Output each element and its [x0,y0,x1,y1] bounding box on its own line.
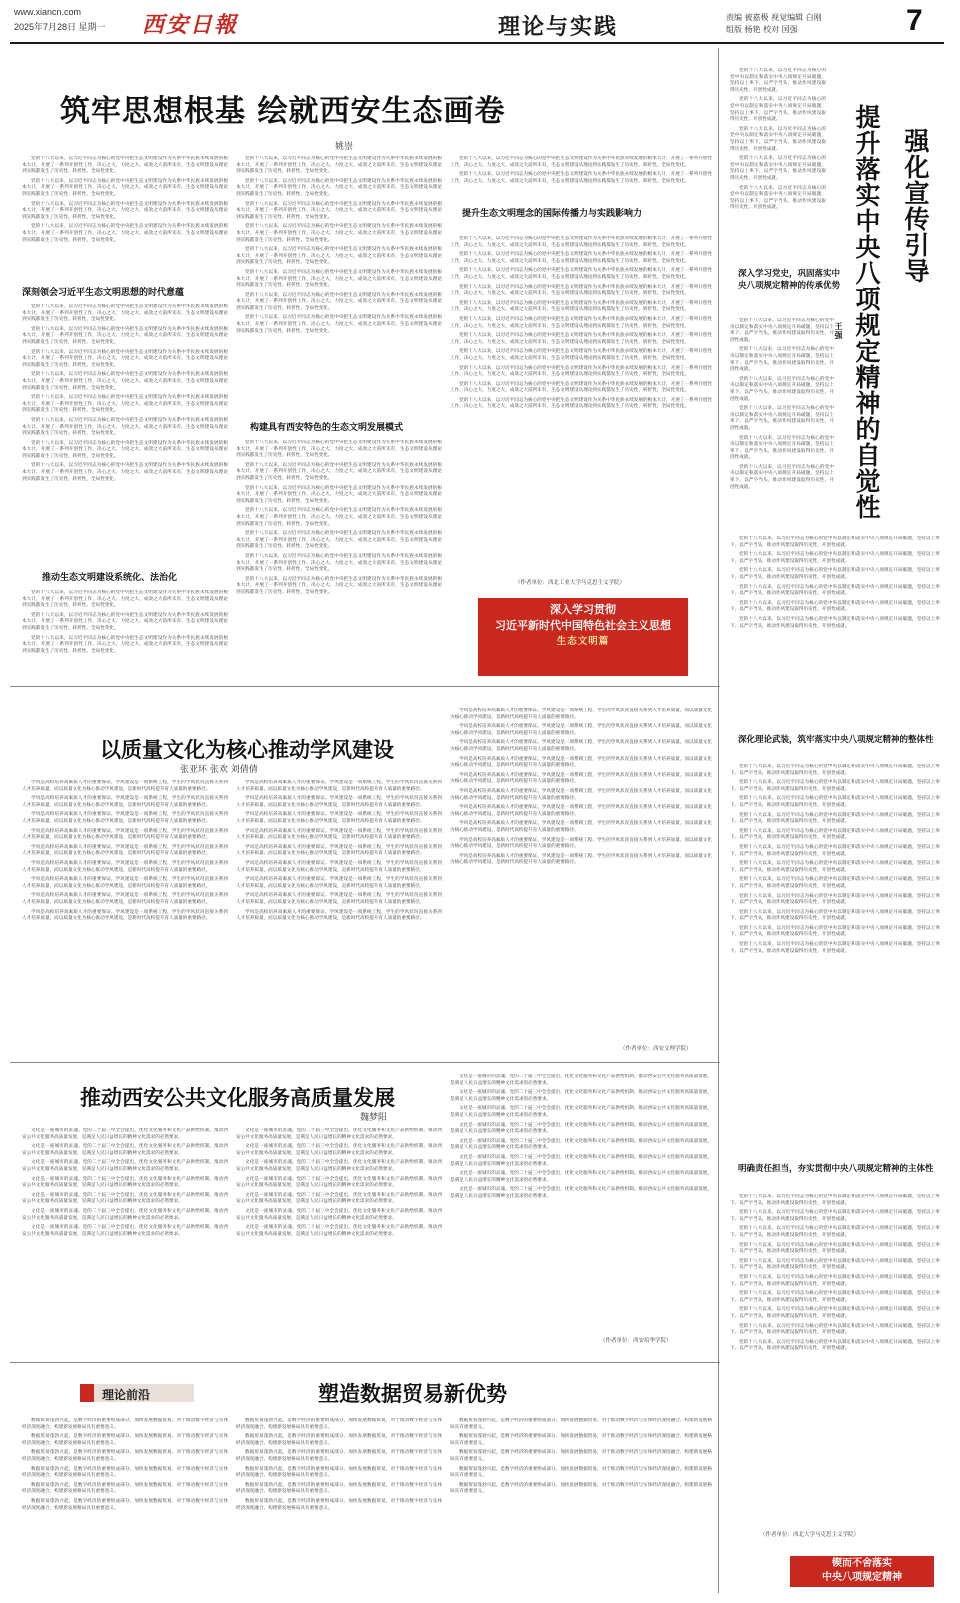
article1-subheading-4: 提升生态文明理念的国际传播力与实践影响力 [462,209,643,219]
article-right-col-a: 党的十八大以来，以习近平同志为核心的党中央以制定和落实中央八项规定开局破题，坚持以上率下、以严字当头，推动作风建设取得历史性、开创性成就。 党的十八大以来，以习近平同志为核心的党中央以制定和落实中央八项规定开局破题，坚持以上率下、以严字当头，推动作风建设取得历史性、开创性成就。 党的十八大以来，以习近平同志为核心的党中央以制定和落实中央八项规定开局破题，坚持以上率下、以严字当头，推动作风建设取得历史性、开创性成就。 党的十八大以来，以习近平同志为核心的党中央以制定和落实中央八项规定开局破题，坚持以上率下、以严字当头，推动作风建设取得历史性、开创性成就。 党的十八大以来，以习近平同志为核心的党中央以制定和落实中央八项规定开局破题，坚持以上率下、以严字当头，推动作风建设取得历史性、开创性成就。 党的十八大以来，以习近平同志为核心的党中央以制定和落实中央八项规定开局破题，坚持以上率下、以严字当头，推动作风建设取得历史性、开创性成就。 [730,318,834,490]
article2-col2: 学风是高校培养高素质人才的重要保证。学风建设是一项系统工程，学生的学风状况直接关系到人才培养质量，而以质量文化为核心推动学风建设，是新时代高校提升育人质量的重要路径。 学风是高校培养高素质人才的重要保证。学风建设是一项系统工程，学生的学风状况直接关系到人才培养质量，而以质量文化为核心推动学风建设，是新时代高校提升育人质量的重要路径。 学风是高校培养高素质人才的重要保证。学风建设是一项系统工程，学生的学风状况直接关系到人才培养质量，而以质量文化为核心推动学风建设，是新时代高校提升育人质量的重要路径。 学风是高校培养高素质人才的重要保证。学风建设是一项系统工程，学生的学风状况直接关系到人才培养质量，而以质量文化为核心推动学风建设，是新时代高校提升育人质量的重要路径。 学风是高校培养高素质人才的重要保证。学风建设是一项系统工程，学生的学风状况直接关系到人才培养质量，而以质量文化为核心推动学风建设，是新时代高校提升育人质量的重要路径。 学风是高校培养高素质人才的重要保证。学风建设是一项系统工程，学生的学风状况直接关系到人才培养质量，而以质量文化为核心推动学风建设，是新时代高校提升育人质量的重要路径。 学风是高校培养高素质人才的重要保证。学风建设是一项系统工程，学生的学风状况直接关系到人才培养质量，而以质量文化为核心推动学风建设，是新时代高校提升育人质量的重要路径。 学风是高校培养高素质人才的重要保证。学风建设是一项系统工程，学生的学风状况直接关系到人才培养质量，而以质量文化为核心推动学风建设，是新时代高校提升育人质量的重要路径。 学风是高校培养高素质人才的重要保证。学风建设是一项系统工程，学生的学风状况直接关系到人才培养质量，而以质量文化为核心推动学风建设，是新时代高校提升育人质量的重要路径。 [236,780,442,922]
frontier-tag: 理论前沿 [102,1388,151,1402]
article-right-subheading-1: 深入学习党史，巩固落实中央八项规定精神的传承优势 [738,269,841,291]
divider-3 [10,1362,720,1363]
article2-author-note: （作者单位：西安文理学院） [620,1046,692,1052]
article3-byline: 魏梦阳 [360,1113,388,1123]
stamp-line-2: 中央八项规定精神 [822,1572,902,1583]
article1-col2a: 党的十八大以来，以习近平同志为核心的党中央把生态文明建设作为关系中华民族永续发展的根本大计，开展了一系列开创性工作，决心之大、力度之大、成效之大前所未有，生态文明建设从理论到实践都发生了历史性、转折性、全局性变化。 党的十八大以来，以习近平同志为核心的党中央把生态文明建设作为关系中华民族永续发展的根本大计，开展了一系列开创性工作，决心之大、力度之大、成效之大前所未有，生态文明建设从理论到实践都发生了历史性、转折性、全局性变化。 党的十八大以来，以习近平同志为核心的党中央把生态文明建设作为关系中华民族永续发展的根本大计，开展了一系列开创性工作，决心之大、力度之大、成效之大前所未有，生态文明建设从理论到实践都发生了历史性、转折性、全局性变化。 党的十八大以来，以习近平同志为核心的党中央把生态文明建设作为关系中华民族永续发展的根本大计，开展了一系列开创性工作，决心之大、力度之大、成效之大前所未有，生态文明建设从理论到实践都发生了历史性、转折性、全局性变化。 党的十八大以来，以习近平同志为核心的党中央把生态文明建设作为关系中华民族永续发展的根本大计，开展了一系列开创性工作，决心之大、力度之大、成效之大前所未有，生态文明建设从理论到实践都发生了历史性、转折性、全局性变化。 党的十八大以来，以习近平同志为核心的党中央把生态文明建设作为关系中华民族永续发展的根本大计，开展了一系列开创性工作，决心之大、力度之大、成效之大前所未有，生态文明建设从理论到实践都发生了历史性、转折性、全局性变化。 党的十八大以来，以习近平同志为核心的党中央把生态文明建设作为关系中华民族永续发展的根本大计，开展了一系列开创性工作，决心之大、力度之大、成效之大前所未有，生态文明建设从理论到实践都发生了历史性、转折性、全局性变化。 党的十八大以来，以习近平同志为核心的党中央把生态文明建设作为关系中华民族永续发展的根本大计，开展了一系列开创性工作，决心之大、力度之大、成效之大前所未有，生态文明建设从理论到实践都发生了历史性、转折性、全局性变化。 [236,156,442,334]
article-right-intro: 党的十八大以来，以习近平同志为核心的党中央以制定和落实中央八项规定开局破题，坚持以上率下、以严字当头，推动作风建设取得历史性、开创性成就。 党的十八大以来，以习近平同志为核心的党中央以制定和落实中央八项规定开局破题，坚持以上率下、以严字当头，推动作风建设取得历史性、开创性成就。 党的十八大以来，以习近平同志为核心的党中央以制定和落实中央八项规定开局破题，坚持以上率下、以严字当头，推动作风建设取得历史性、开创性成就。 党的十八大以来，以习近平同志为核心的党中央以制定和落实中央八项规定开局破题，坚持以上率下、以严字当头，推动作风建设取得历史性、开创性成就。 党的十八大以来，以习近平同志为核心的党中央以制定和落实中央八项规定开局破题，坚持以上率下、以严字当头，推动作风建设取得历史性、开创性成就。 [730,68,826,211]
masthead-logo: 西安日報 [142,12,239,38]
article2-byline: 张亚环 张欢 刘倩倩 [180,765,258,775]
article3-author-note: （作者单位：西安培华学院） [600,1338,672,1344]
header-rule [10,42,944,44]
article1-col1a: 党的十八大以来，以习近平同志为核心的党中央把生态文明建设作为关系中华民族永续发展的根本大计，开展了一系列开创性工作，决心之大、力度之大、成效之大前所未有，生态文明建设从理论到实践都发生了历史性、转折性、全局性变化。 党的十八大以来，以习近平同志为核心的党中央把生态文明建设作为关系中华民族永续发展的根本大计，开展了一系列开创性工作，决心之大、力度之大、成效之大前所未有，生态文明建设从理论到实践都发生了历史性、转折性、全局性变化。 党的十八大以来，以习近平同志为核心的党中央把生态文明建设作为关系中华民族永续发展的根本大计，开展了一系列开创性工作，决心之大、力度之大、成效之大前所未有，生态文明建设从理论到实践都发生了历史性、转折性、全局性变化。 党的十八大以来，以习近平同志为核心的党中央把生态文明建设作为关系中华民族永续发展的根本大计，开展了一系列开创性工作，决心之大、力度之大、成效之大前所未有，生态文明建设从理论到实践都发生了历史性、转折性、全局性变化。 [22,156,228,243]
article-right-author: 王强 [834,322,843,340]
promo-line-1: 深入学习贯彻 [550,603,616,616]
article1-subheading-1: 深刻领会习近平生态文明思想的时代意蕴 [22,288,185,298]
promo-line-2: 习近平新时代中国特色社会主义思想 [495,619,671,632]
article-right-col-c: 党的十八大以来，以习近平同志为核心的党中央以制定和落实中央八项规定开局破题，坚持以上率下、以严字当头，推动作风建设取得历史性、开创性成就。 党的十八大以来，以习近平同志为核心的党中央以制定和落实中央八项规定开局破题，坚持以上率下、以严字当头，推动作风建设取得历史性、开创性成就。 党的十八大以来，以习近平同志为核心的党中央以制定和落实中央八项规定开局破题，坚持以上率下、以严字当头，推动作风建设取得历史性、开创性成就。 党的十八大以来，以习近平同志为核心的党中央以制定和落实中央八项规定开局破题，坚持以上率下、以严字当头，推动作风建设取得历史性、开创性成就。 党的十八大以来，以习近平同志为核心的党中央以制定和落实中央八项规定开局破题，坚持以上率下、以严字当头，推动作风建设取得历史性、开创性成就。 党的十八大以来，以习近平同志为核心的党中央以制定和落实中央八项规定开局破题，坚持以上率下、以严字当头，推动作风建设取得历史性、开创性成就。 党的十八大以来，以习近平同志为核心的党中央以制定和落实中央八项规定开局破题，坚持以上率下、以严字当头，推动作风建设取得历史性、开创性成就。 党的十八大以来，以习近平同志为核心的党中央以制定和落实中央八项规定开局破题，坚持以上率下、以严字当头，推动作风建设取得历史性、开创性成就。 党的十八大以来，以习近平同志为核心的党中央以制定和落实中央八项规定开局破题，坚持以上率下、以严字当头，推动作风建设取得历史性、开创性成就。 党的十八大以来，以习近平同志为核心的党中央以制定和落实中央八项规定开局破题，坚持以上率下、以严字当头，推动作风建设取得历史性、开创性成就。 党的十八大以来，以习近平同志为核心的党中央以制定和落实中央八项规定开局破题，坚持以上率下、以严字当头，推动作风建设取得历史性、开创性成就。 党的十八大以来，以习近平同志为核心的党中央以制定和落实中央八项规定开局破题，坚持以上率下、以严字当头，推动作风建设取得历史性、开创性成就。 [730,764,940,954]
article2-col3: 学风是高校培养高素质人才的重要保证。学风建设是一项系统工程，学生的学风状况直接关系到人才培养质量，而以质量文化为核心推动学风建设，是新时代高校提升育人质量的重要路径。 学风是高校培养高素质人才的重要保证。学风建设是一项系统工程，学生的学风状况直接关系到人才培养质量，而以质量文化为核心推动学风建设，是新时代高校提升育人质量的重要路径。 学风是高校培养高素质人才的重要保证。学风建设是一项系统工程，学生的学风状况直接关系到人才培养质量，而以质量文化为核心推动学风建设，是新时代高校提升育人质量的重要路径。 学风是高校培养高素质人才的重要保证。学风建设是一项系统工程，学生的学风状况直接关系到人才培养质量，而以质量文化为核心推动学风建设，是新时代高校提升育人质量的重要路径。 学风是高校培养高素质人才的重要保证。学风建设是一项系统工程，学生的学风状况直接关系到人才培养质量，而以质量文化为核心推动学风建设，是新时代高校提升育人质量的重要路径。 学风是高校培养高素质人才的重要保证。学风建设是一项系统工程，学生的学风状况直接关系到人才培养质量，而以质量文化为核心推动学风建设，是新时代高校提升育人质量的重要路径。 学风是高校培养高素质人才的重要保证。学风建设是一项系统工程，学生的学风状况直接关系到人才培养质量，而以质量文化为核心推动学风建设，是新时代高校提升育人质量的重要路径。 学风是高校培养高素质人才的重要保证。学风建设是一项系统工程，学生的学风状况直接关系到人才培养质量，而以质量文化为核心推动学风建设，是新时代高校提升育人质量的重要路径。 学风是高校培养高素质人才的重要保证。学风建设是一项系统工程，学生的学风状况直接关系到人才培养质量，而以质量文化为核心推动学风建设，是新时代高校提升育人质量的重要路径。 学风是高校培养高素质人才的重要保证。学风建设是一项系统工程，学生的学风状况直接关系到人才培养质量，而以质量文化为核心推动学风建设，是新时代高校提升育人质量的重要路径。 [450,708,712,866]
article2-title: 以质量文化为核心推动学风建设 [100,738,394,762]
page-number: 7 [906,4,923,37]
article1-col3a: 党的十八大以来，以习近平同志为核心的党中央把生态文明建设作为关系中华民族永续发展的根本大计，开展了一系列开创性工作，决心之大、力度之大、成效之大前所未有，生态文明建设从理论到实践都发生了历史性、转折性、全局性变化。 党的十八大以来，以习近平同志为核心的党中央把生态文明建设作为关系中华民族永续发展的根本大计，开展了一系列开创性工作，决心之大、力度之大、成效之大前所未有，生态文明建设从理论到实践都发生了历史性、转折性、全局性变化。 [450,156,712,184]
divider-1 [10,686,720,687]
article-right-col-b: 党的十八大以来，以习近平同志为核心的党中央以制定和落实中央八项规定开局破题，坚持以上率下、以严字当头，推动作风建设取得历史性、开创性成就。 党的十八大以来，以习近平同志为核心的党中央以制定和落实中央八项规定开局破题，坚持以上率下、以严字当头，推动作风建设取得历史性、开创性成就。 党的十八大以来，以习近平同志为核心的党中央以制定和落实中央八项规定开局破题，坚持以上率下、以严字当头，推动作风建设取得历史性、开创性成就。 党的十八大以来，以习近平同志为核心的党中央以制定和落实中央八项规定开局破题，坚持以上率下、以严字当头，推动作风建设取得历史性、开创性成就。 党的十八大以来，以习近平同志为核心的党中央以制定和落实中央八项规定开局破题，坚持以上率下、以严字当头，推动作风建设取得历史性、开创性成就。 党的十八大以来，以习近平同志为核心的党中央以制定和落实中央八项规定开局破题，坚持以上率下、以严字当头，推动作风建设取得历史性、开创性成就。 [730,536,940,629]
site-url: www.xiancn.com [14,7,82,17]
article1-subheading-2: 推动生态文明建设系统化、法治化 [42,573,178,583]
article2-col1: 学风是高校培养高素质人才的重要保证。学风建设是一项系统工程，学生的学风状况直接关系到人才培养质量，而以质量文化为核心推动学风建设，是新时代高校提升育人质量的重要路径。 学风是高校培养高素质人才的重要保证。学风建设是一项系统工程，学生的学风状况直接关系到人才培养质量，而以质量文化为核心推动学风建设，是新时代高校提升育人质量的重要路径。 学风是高校培养高素质人才的重要保证。学风建设是一项系统工程，学生的学风状况直接关系到人才培养质量，而以质量文化为核心推动学风建设，是新时代高校提升育人质量的重要路径。 学风是高校培养高素质人才的重要保证。学风建设是一项系统工程，学生的学风状况直接关系到人才培养质量，而以质量文化为核心推动学风建设，是新时代高校提升育人质量的重要路径。 学风是高校培养高素质人才的重要保证。学风建设是一项系统工程，学生的学风状况直接关系到人才培养质量，而以质量文化为核心推动学风建设，是新时代高校提升育人质量的重要路径。 学风是高校培养高素质人才的重要保证。学风建设是一项系统工程，学生的学风状况直接关系到人才培养质量，而以质量文化为核心推动学风建设，是新时代高校提升育人质量的重要路径。 学风是高校培养高素质人才的重要保证。学风建设是一项系统工程，学生的学风状况直接关系到人才培养质量，而以质量文化为核心推动学风建设，是新时代高校提升育人质量的重要路径。 学风是高校培养高素质人才的重要保证。学风建设是一项系统工程，学生的学风状况直接关系到人才培养质量，而以质量文化为核心推动学风建设，是新时代高校提升育人质量的重要路径。 学风是高校培养高素质人才的重要保证。学风建设是一项系统工程，学生的学风状况直接关系到人才培养质量，而以质量文化为核心推动学风建设，是新时代高校提升育人质量的重要路径。 [22,780,228,922]
promo-line-3: 生态文明篇 [556,636,610,647]
article-right-title-2: 强化宣传引导 [901,128,930,284]
article1-author-note: （作者单位：西北工业大学马克思主义学院） [515,580,626,586]
article4-col1: 数据贸易蓬勃兴起，是数字经济的重要组成部分。加快发展数据贸易，对于推动数字经济与实体经济深度融合、构建新发展格局具有重要意义。 数据贸易蓬勃兴起，是数字经济的重要组成部分。加快发展数据贸易，对于推动数字经济与实体经济深度融合、构建新发展格局具有重要意义。 数据贸易蓬勃兴起，是数字经济的重要组成部分。加快发展数据贸易，对于推动数字经济与实体经济深度融合、构建新发展格局具有重要意义。 数据贸易蓬勃兴起，是数字经济的重要组成部分。加快发展数据贸易，对于推动数字经济与实体经济深度融合、构建新发展格局具有重要意义。 数据贸易蓬勃兴起，是数字经济的重要组成部分。加快发展数据贸易，对于推动数字经济与实体经济深度融合、构建新发展格局具有重要意义。 数据贸易蓬勃兴起，是数字经济的重要组成部分。加快发展数据贸易，对于推动数字经济与实体经济深度融合、构建新发展格局具有重要意义。 [22,1418,228,1511]
article1-col3b: 党的十八大以来，以习近平同志为核心的党中央把生态文明建设作为关系中华民族永续发展的根本大计，开展了一系列开创性工作，决心之大、力度之大、成效之大前所未有，生态文明建设从理论到实践都发生了历史性、转折性、全局性变化。 党的十八大以来，以习近平同志为核心的党中央把生态文明建设作为关系中华民族永续发展的根本大计，开展了一系列开创性工作，决心之大、力度之大、成效之大前所未有，生态文明建设从理论到实践都发生了历史性、转折性、全局性变化。 党的十八大以来，以习近平同志为核心的党中央把生态文明建设作为关系中华民族永续发展的根本大计，开展了一系列开创性工作，决心之大、力度之大、成效之大前所未有，生态文明建设从理论到实践都发生了历史性、转折性、全局性变化。 党的十八大以来，以习近平同志为核心的党中央把生态文明建设作为关系中华民族永续发展的根本大计，开展了一系列开创性工作，决心之大、力度之大、成效之大前所未有，生态文明建设从理论到实践都发生了历史性、转折性、全局性变化。 党的十八大以来，以习近平同志为核心的党中央把生态文明建设作为关系中华民族永续发展的根本大计，开展了一系列开创性工作，决心之大、力度之大、成效之大前所未有，生态文明建设从理论到实践都发生了历史性、转折性、全局性变化。 党的十八大以来，以习近平同志为核心的党中央把生态文明建设作为关系中华民族永续发展的根本大计，开展了一系列开创性工作，决心之大、力度之大、成效之大前所未有，生态文明建设从理论到实践都发生了历史性、转折性、全局性变化。 党的十八大以来，以习近平同志为核心的党中央把生态文明建设作为关系中华民族永续发展的根本大计，开展了一系列开创性工作，决心之大、力度之大、成效之大前所未有，生态文明建设从理论到实践都发生了历史性、转折性、全局性变化。 党的十八大以来，以习近平同志为核心的党中央把生态文明建设作为关系中华民族永续发展的根本大计，开展了一系列开创性工作，决心之大、力度之大、成效之大前所未有，生态文明建设从理论到实践都发生了历史性、转折性、全局性变化。 党的十八大以来，以习近平同志为核心的党中央把生态文明建设作为关系中华民族永续发展的根本大计，开展了一系列开创性工作，决心之大、力度之大、成效之大前所未有，生态文明建设从理论到实践都发生了历史性、转折性、全局性变化。 党的十八大以来，以习近平同志为核心的党中央把生态文明建设作为关系中华民族永续发展的根本大计，开展了一系列开创性工作，决心之大、力度之大、成效之大前所未有，生态文明建设从理论到实践都发生了历史性、转折性、全局性变化。 党的十八大以来，以习近平同志为核心的党中央把生态文明建设作为关系中华民族永续发展的根本大计，开展了一系列开创性工作，决心之大、力度之大、成效之大前所未有，生态文明建设从理论到实践都发生了历史性、转折性、全局性变化。 [450,236,712,410]
section-title: 理论与实践 [498,15,619,40]
frontier-tag-box [80,1384,194,1402]
article-right-author-note: （作者单位：西北大学马克思主义学院） [760,1532,860,1538]
staff-credits-2: 组版 杨艳 校对 国强 [726,25,798,34]
campaign-stamp [790,1556,934,1587]
promo-banner [478,598,688,676]
article3-title: 推动西安公共文化服务高质量发展 [80,1086,395,1110]
article-right-subheading-2: 深化理论武装，筑牢落实中央八项规定精神的整体性 [738,735,934,745]
article4-title: 塑造数据贸易新优势 [318,1382,507,1406]
article4-col2: 数据贸易蓬勃兴起，是数字经济的重要组成部分。加快发展数据贸易，对于推动数字经济与实体经济深度融合、构建新发展格局具有重要意义。 数据贸易蓬勃兴起，是数字经济的重要组成部分。加快发展数据贸易，对于推动数字经济与实体经济深度融合、构建新发展格局具有重要意义。 数据贸易蓬勃兴起，是数字经济的重要组成部分。加快发展数据贸易，对于推动数字经济与实体经济深度融合、构建新发展格局具有重要意义。 数据贸易蓬勃兴起，是数字经济的重要组成部分。加快发展数据贸易，对于推动数字经济与实体经济深度融合、构建新发展格局具有重要意义。 数据贸易蓬勃兴起，是数字经济的重要组成部分。加快发展数据贸易，对于推动数字经济与实体经济深度融合、构建新发展格局具有重要意义。 数据贸易蓬勃兴起，是数字经济的重要组成部分。加快发展数据贸易，对于推动数字经济与实体经济深度融合、构建新发展格局具有重要意义。 [236,1418,442,1511]
article1-subheading-3: 构建具有西安特色的生态文明发展模式 [250,423,404,433]
article1-title: 筑牢思想根基 绘就西安生态画卷 [60,94,506,129]
divider-2 [10,1062,720,1063]
article-right-subheading-3: 明确责任担当，夯实贯彻中央八项规定精神的主体性 [738,1164,934,1174]
staff-credits-1: 责编 被嘉极 视觉编辑 白刚 [726,13,822,22]
article1-col2b: 党的十八大以来，以习近平同志为核心的党中央把生态文明建设作为关系中华民族永续发展的根本大计，开展了一系列开创性工作，决心之大、力度之大、成效之大前所未有，生态文明建设从理论到实践都发生了历史性、转折性、全局性变化。 党的十八大以来，以习近平同志为核心的党中央把生态文明建设作为关系中华民族永续发展的根本大计，开展了一系列开创性工作，决心之大、力度之大、成效之大前所未有，生态文明建设从理论到实践都发生了历史性、转折性、全局性变化。 党的十八大以来，以习近平同志为核心的党中央把生态文明建设作为关系中华民族永续发展的根本大计，开展了一系列开创性工作，决心之大、力度之大、成效之大前所未有，生态文明建设从理论到实践都发生了历史性、转折性、全局性变化。 党的十八大以来，以习近平同志为核心的党中央把生态文明建设作为关系中华民族永续发展的根本大计，开展了一系列开创性工作，决心之大、力度之大、成效之大前所未有，生态文明建设从理论到实践都发生了历史性、转折性、全局性变化。 党的十八大以来，以习近平同志为核心的党中央把生态文明建设作为关系中华民族永续发展的根本大计，开展了一系列开创性工作，决心之大、力度之大、成效之大前所未有，生态文明建设从理论到实践都发生了历史性、转折性、全局性变化。 党的十八大以来，以习近平同志为核心的党中央把生态文明建设作为关系中华民族永续发展的根本大计，开展了一系列开创性工作，决心之大、力度之大、成效之大前所未有，生态文明建设从理论到实践都发生了历史性、转折性、全局性变化。 党的十八大以来，以习近平同志为核心的党中央把生态文明建设作为关系中华民族永续发展的根本大计，开展了一系列开创性工作，决心之大、力度之大、成效之大前所未有，生态文明建设从理论到实践都发生了历史性、转折性、全局性变化。 [236,440,442,595]
article1-col1c: 党的十八大以来，以习近平同志为核心的党中央把生态文明建设作为关系中华民族永续发展的根本大计，开展了一系列开创性工作，决心之大、力度之大、成效之大前所未有，生态文明建设从理论到实践都发生了历史性、转折性、全局性变化。 党的十八大以来，以习近平同志为核心的党中央把生态文明建设作为关系中华民族永续发展的根本大计，开展了一系列开创性工作，决心之大、力度之大、成效之大前所未有，生态文明建设从理论到实践都发生了历史性、转折性、全局性变化。 党的十八大以来，以习近平同志为核心的党中央把生态文明建设作为关系中华民族永续发展的根本大计，开展了一系列开创性工作，决心之大、力度之大、成效之大前所未有，生态文明建设从理论到实践都发生了历史性、转折性、全局性变化。 [22,590,228,654]
article-right-title-1: 提升落实中央八项规定精神的自觉性 [852,104,881,520]
article1-col1b: 党的十八大以来，以习近平同志为核心的党中央把生态文明建设作为关系中华民族永续发展的根本大计，开展了一系列开创性工作，决心之大、力度之大、成效之大前所未有，生态文明建设从理论到实践都发生了历史性、转折性、全局性变化。 党的十八大以来，以习近平同志为核心的党中央把生态文明建设作为关系中华民族永续发展的根本大计，开展了一系列开创性工作，决心之大、力度之大、成效之大前所未有，生态文明建设从理论到实践都发生了历史性、转折性、全局性变化。 党的十八大以来，以习近平同志为核心的党中央把生态文明建设作为关系中华民族永续发展的根本大计，开展了一系列开创性工作，决心之大、力度之大、成效之大前所未有，生态文明建设从理论到实践都发生了历史性、转折性、全局性变化。 党的十八大以来，以习近平同志为核心的党中央把生态文明建设作为关系中华民族永续发展的根本大计，开展了一系列开创性工作，决心之大、力度之大、成效之大前所未有，生态文明建设从理论到实践都发生了历史性、转折性、全局性变化。 党的十八大以来，以习近平同志为核心的党中央把生态文明建设作为关系中华民族永续发展的根本大计，开展了一系列开创性工作，决心之大、力度之大、成效之大前所未有，生态文明建设从理论到实践都发生了历史性、转折性、全局性变化。 党的十八大以来，以习近平同志为核心的党中央把生态文明建设作为关系中华民族永续发展的根本大计，开展了一系列开创性工作，决心之大、力度之大、成效之大前所未有，生态文明建设从理论到实践都发生了历史性、转折性、全局性变化。 党的十八大以来，以习近平同志为核心的党中央把生态文明建设作为关系中华民族永续发展的根本大计，开展了一系列开创性工作，决心之大、力度之大、成效之大前所未有，生态文明建设从理论到实践都发生了历史性、转折性、全局性变化。 党的十八大以来，以习近平同志为核心的党中央把生态文明建设作为关系中华民族永续发展的根本大计，开展了一系列开创性工作，决心之大、力度之大、成效之大前所未有，生态文明建设从理论到实践都发生了历史性、转折性、全局性变化。 [22,304,228,482]
article4-col3: 数据贸易蓬勃兴起，是数字经济的重要组成部分。加快发展数据贸易，对于推动数字经济与实体经济深度融合、构建新发展格局具有重要意义。 数据贸易蓬勃兴起，是数字经济的重要组成部分。加快发展数据贸易，对于推动数字经济与实体经济深度融合、构建新发展格局具有重要意义。 数据贸易蓬勃兴起，是数字经济的重要组成部分。加快发展数据贸易，对于推动数字经济与实体经济深度融合、构建新发展格局具有重要意义。 数据贸易蓬勃兴起，是数字经济的重要组成部分。加快发展数据贸易，对于推动数字经济与实体经济深度融合、构建新发展格局具有重要意义。 数据贸易蓬勃兴起，是数字经济的重要组成部分。加快发展数据贸易，对于推动数字经济与实体经济深度融合、构建新发展格局具有重要意义。 [450,1418,712,1495]
article-right-col-d: 党的十八大以来，以习近平同志为核心的党中央以制定和落实中央八项规定开局破题，坚持以上率下、以严字当头，推动作风建设取得历史性、开创性成就。 党的十八大以来，以习近平同志为核心的党中央以制定和落实中央八项规定开局破题，坚持以上率下、以严字当头，推动作风建设取得历史性、开创性成就。 党的十八大以来，以习近平同志为核心的党中央以制定和落实中央八项规定开局破题，坚持以上率下、以严字当头，推动作风建设取得历史性、开创性成就。 党的十八大以来，以习近平同志为核心的党中央以制定和落实中央八项规定开局破题，坚持以上率下、以严字当头，推动作风建设取得历史性、开创性成就。 党的十八大以来，以习近平同志为核心的党中央以制定和落实中央八项规定开局破题，坚持以上率下、以严字当头，推动作风建设取得历史性、开创性成就。 党的十八大以来，以习近平同志为核心的党中央以制定和落实中央八项规定开局破题，坚持以上率下、以严字当头，推动作风建设取得历史性、开创性成就。 党的十八大以来，以习近平同志为核心的党中央以制定和落实中央八项规定开局破题，坚持以上率下、以严字当头，推动作风建设取得历史性、开创性成就。 党的十八大以来，以习近平同志为核心的党中央以制定和落实中央八项规定开局破题，坚持以上率下、以严字当头，推动作风建设取得历史性、开创性成就。 党的十八大以来，以习近平同志为核心的党中央以制定和落实中央八项规定开局破题，坚持以上率下、以严字当头，推动作风建设取得历史性、开创性成就。 党的十八大以来，以习近平同志为核心的党中央以制定和落实中央八项规定开局破题，坚持以上率下、以严字当头，推动作风建设取得历史性、开创性成就。 [730,1194,940,1352]
article1-byline: 姚崇 [335,142,354,152]
article3-col3: 文化是一座城市的灵魂。党的二十届三中全会提出，优化文化服务和文化产品供给机制。推动西安公共文化服务高质量发展，是满足人民日益增长的精神文化需求的必然要求。 文化是一座城市的灵魂。党的二十届三中全会提出，优化文化服务和文化产品供给机制。推动西安公共文化服务高质量发展，是满足人民日益增长的精神文化需求的必然要求。 文化是一座城市的灵魂。党的二十届三中全会提出，优化文化服务和文化产品供给机制。推动西安公共文化服务高质量发展，是满足人民日益增长的精神文化需求的必然要求。 文化是一座城市的灵魂。党的二十届三中全会提出，优化文化服务和文化产品供给机制。推动西安公共文化服务高质量发展，是满足人民日益增长的精神文化需求的必然要求。 文化是一座城市的灵魂。党的二十届三中全会提出，优化文化服务和文化产品供给机制。推动西安公共文化服务高质量发展，是满足人民日益增长的精神文化需求的必然要求。 文化是一座城市的灵魂。党的二十届三中全会提出，优化文化服务和文化产品供给机制。推动西安公共文化服务高质量发展，是满足人民日益增长的精神文化需求的必然要求。 文化是一座城市的灵魂。党的二十届三中全会提出，优化文化服务和文化产品供给机制。推动西安公共文化服务高质量发展，是满足人民日益增长的精神文化需求的必然要求。 文化是一座城市的灵魂。党的二十届三中全会提出，优化文化服务和文化产品供给机制。推动西安公共文化服务高质量发展，是满足人民日益增长的精神文化需求的必然要求。 [450,1074,712,1199]
article3-col2: 文化是一座城市的灵魂。党的二十届三中全会提出，优化文化服务和文化产品供给机制。推动西安公共文化服务高质量发展，是满足人民日益增长的精神文化需求的必然要求。 文化是一座城市的灵魂。党的二十届三中全会提出，优化文化服务和文化产品供给机制。推动西安公共文化服务高质量发展，是满足人民日益增长的精神文化需求的必然要求。 文化是一座城市的灵魂。党的二十届三中全会提出，优化文化服务和文化产品供给机制。推动西安公共文化服务高质量发展，是满足人民日益增长的精神文化需求的必然要求。 文化是一座城市的灵魂。党的二十届三中全会提出，优化文化服务和文化产品供给机制。推动西安公共文化服务高质量发展，是满足人民日益增长的精神文化需求的必然要求。 文化是一座城市的灵魂。党的二十届三中全会提出，优化文化服务和文化产品供给机制。推动西安公共文化服务高质量发展，是满足人民日益增长的精神文化需求的必然要求。 文化是一座城市的灵魂。党的二十届三中全会提出，优化文化服务和文化产品供给机制。推动西安公共文化服务高质量发展，是满足人民日益增长的精神文化需求的必然要求。 文化是一座城市的灵魂。党的二十届三中全会提出，优化文化服务和文化产品供给机制。推动西安公共文化服务高质量发展，是满足人民日益增长的精神文化需求的必然要求。 [236,1128,442,1237]
issue-date: 2025年7月28日 星期一 [14,22,106,32]
stamp-line-1: 锲而不舍落实 [832,1558,892,1569]
article3-col1: 文化是一座城市的灵魂。党的二十届三中全会提出，优化文化服务和文化产品供给机制。推动西安公共文化服务高质量发展，是满足人民日益增长的精神文化需求的必然要求。 文化是一座城市的灵魂。党的二十届三中全会提出，优化文化服务和文化产品供给机制。推动西安公共文化服务高质量发展，是满足人民日益增长的精神文化需求的必然要求。 文化是一座城市的灵魂。党的二十届三中全会提出，优化文化服务和文化产品供给机制。推动西安公共文化服务高质量发展，是满足人民日益增长的精神文化需求的必然要求。 文化是一座城市的灵魂。党的二十届三中全会提出，优化文化服务和文化产品供给机制。推动西安公共文化服务高质量发展，是满足人民日益增长的精神文化需求的必然要求。 文化是一座城市的灵魂。党的二十届三中全会提出，优化文化服务和文化产品供给机制。推动西安公共文化服务高质量发展，是满足人民日益增长的精神文化需求的必然要求。 文化是一座城市的灵魂。党的二十届三中全会提出，优化文化服务和文化产品供给机制。推动西安公共文化服务高质量发展，是满足人民日益增长的精神文化需求的必然要求。 文化是一座城市的灵魂。党的二十届三中全会提出，优化文化服务和文化产品供给机制。推动西安公共文化服务高质量发展，是满足人民日益增长的精神文化需求的必然要求。 [22,1128,228,1237]
